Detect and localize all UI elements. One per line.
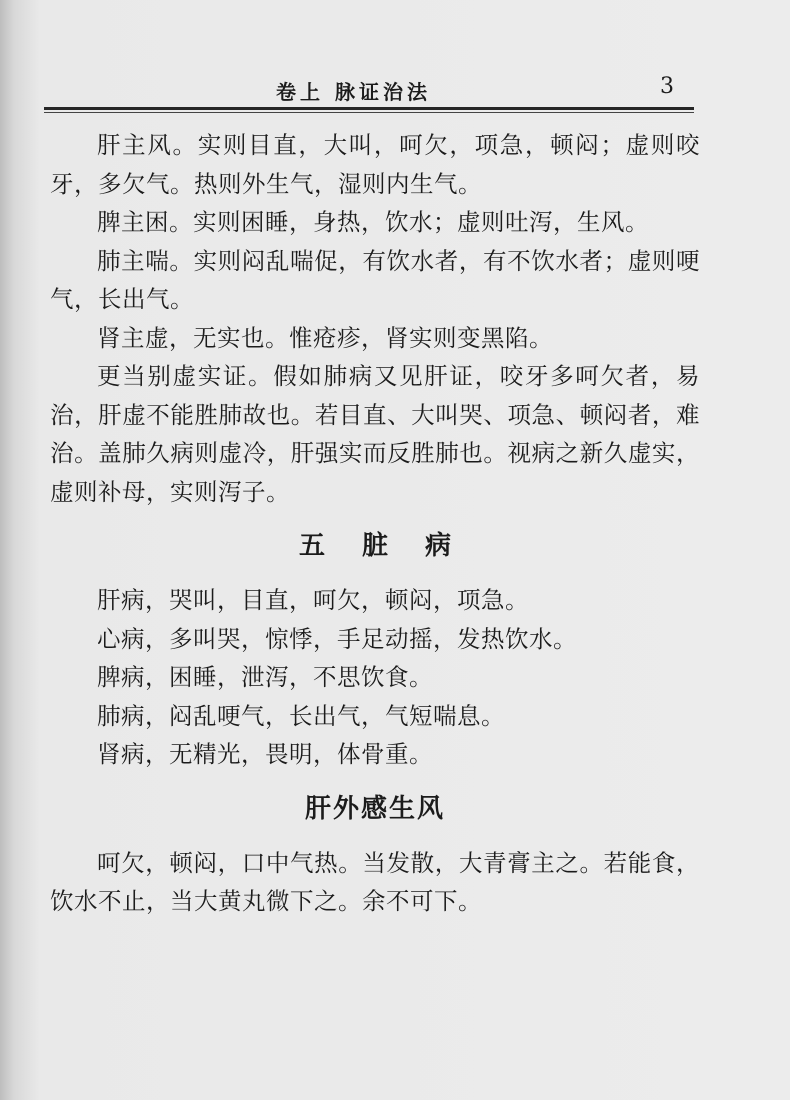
header-rule-thin <box>44 112 694 113</box>
body-text <box>50 126 700 921</box>
paragraph-liver-disease: 肝病，哭叫，目直，呵欠，顿闷，项急。 <box>97 586 529 614</box>
paragraph-lung-disease: 肺病，闷乱哽气，长出气，气短喘息。 <box>97 701 505 730</box>
page-header <box>44 70 694 110</box>
paragraph-kidney: 肾主虚，无实也。惟疮疹，肾实则变黑陷。 <box>97 323 553 352</box>
section-heading-wuzang: 五 脏 病 <box>298 531 466 561</box>
paragraph-liver: 肝主风。实则目直，大叫，呵欠，项急，顿闷；虚则咬牙，多欠气。热则外生气，湿则内生气。 <box>50 131 700 198</box>
paragraph-deficiency-excess: 更当别虚实证。假如肺病又见肝证，咬牙多呵欠者，易治，肝虚不能胜肺故也。若目直、大叫哭、项急、顿闷者，难治。盖肺久病则虚冷，肝强实而反胜肺也。视病之新久虚实，虚则补母，实则泻子。 <box>50 362 700 506</box>
running-title: 卷上 脉证治法 <box>276 80 431 104</box>
paragraph-spleen: 脾主困。实则困睡，身热，饮水；虚则吐泻，生风。 <box>97 208 649 236</box>
paragraph-lung: 肺主喘。实则闷乱喘促，有饮水者，有不饮水者；虚则哽气，长出气。 <box>50 246 700 313</box>
paragraph-external-wind: 呵欠，顿闷，口中气热。当发散，大青膏主之。若能食，饮水不止，当大黄丸微下之。余不可下。 <box>50 848 700 915</box>
header-rule-thick <box>44 107 694 110</box>
paragraph-heart-disease: 心病，多叫哭，惊悸，手足动摇，发热饮水。 <box>97 624 577 653</box>
page-number: 3 <box>660 74 674 99</box>
paragraph-kidney-disease: 肾病，无精光，畏明，体骨重。 <box>97 740 433 768</box>
paragraph-spleen-disease: 脾病，困睡，泄泻，不思饮食。 <box>97 663 433 691</box>
section-heading-ganwai: 肝外感生风 <box>304 793 445 824</box>
